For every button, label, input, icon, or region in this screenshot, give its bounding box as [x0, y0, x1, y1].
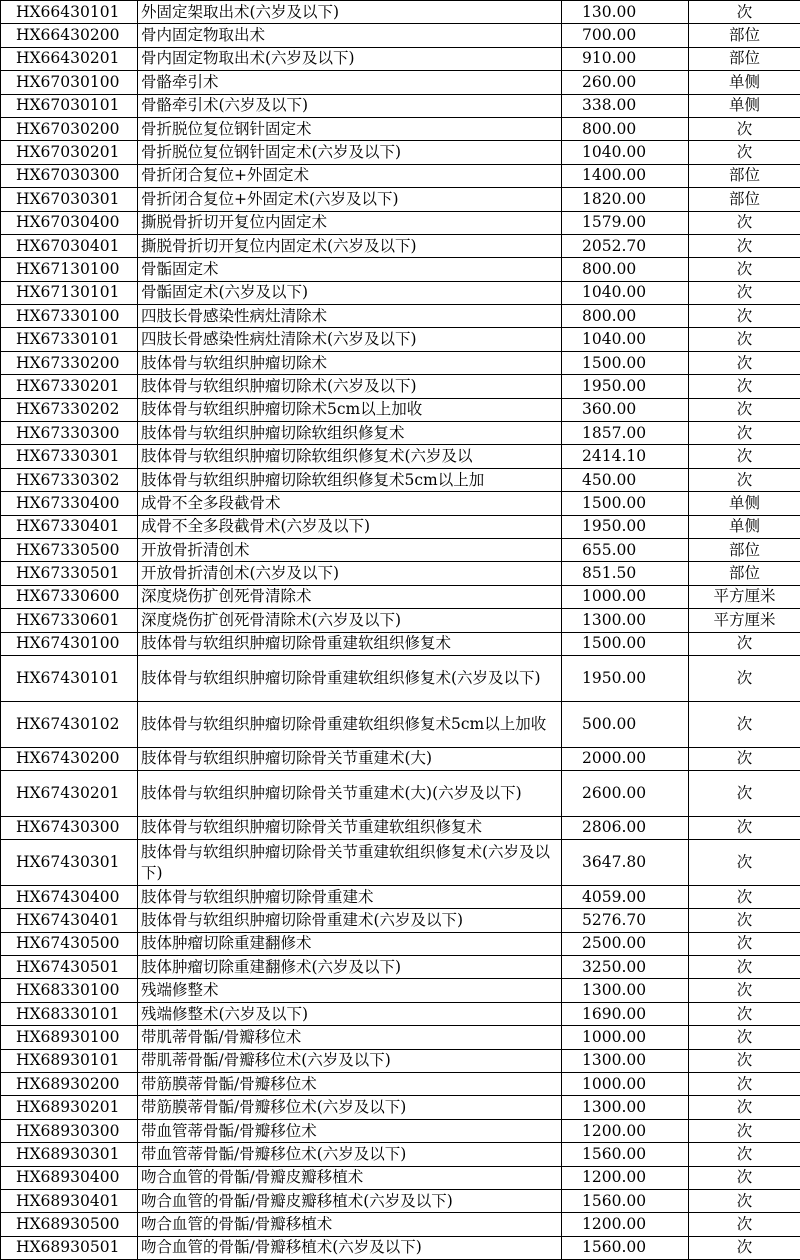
- item-unit-cell: 次: [689, 211, 800, 234]
- item-unit-cell: 次: [689, 956, 800, 979]
- table-row: [1, 979, 800, 1002]
- item-unit-cell: 次: [689, 1143, 800, 1166]
- item-unit-cell: 部位: [689, 562, 800, 585]
- item-price-cell: 2806.00: [562, 816, 689, 839]
- item-name-cell: 肢体骨与软组织肿瘤切除骨重建术(六岁及以下): [138, 909, 562, 932]
- item-code-cell: HX67030201: [1, 141, 138, 164]
- table-row: [1, 445, 800, 468]
- item-code-cell: HX67430401: [1, 909, 138, 932]
- item-name-cell: 肢体骨与软组织肿瘤切除术(六岁及以下): [138, 375, 562, 398]
- table-row: [1, 1073, 800, 1096]
- item-name-cell: 骨内固定物取出术(六岁及以下): [138, 47, 562, 70]
- item-code-cell: HX67430500: [1, 932, 138, 955]
- item-price-cell: 1500.00: [562, 351, 689, 374]
- item-unit-cell: 次: [689, 1166, 800, 1189]
- item-code-cell: HX68930201: [1, 1096, 138, 1119]
- item-price-cell: 1950.00: [562, 655, 689, 701]
- item-unit-cell: 次: [689, 281, 800, 304]
- item-price-cell: 1560.00: [562, 1236, 689, 1259]
- item-name-cell: 带筋膜蒂骨骺/骨瓣移位术: [138, 1073, 562, 1096]
- table-row: [1, 932, 800, 955]
- item-price-cell: 3647.80: [562, 840, 689, 886]
- item-code-cell: HX67430101: [1, 655, 138, 701]
- table-row: [1, 1119, 800, 1142]
- item-unit-cell: 次: [689, 932, 800, 955]
- item-unit-cell: 次: [689, 747, 800, 770]
- table-row: [1, 94, 800, 117]
- item-unit-cell: 次: [689, 1119, 800, 1142]
- table-row: [1, 375, 800, 398]
- item-price-cell: 1040.00: [562, 281, 689, 304]
- item-code-cell: HX66430201: [1, 47, 138, 70]
- item-unit-cell: 次: [689, 398, 800, 421]
- item-price-cell: 1300.00: [562, 609, 689, 632]
- table-row: [1, 1213, 800, 1236]
- item-price-cell: 700.00: [562, 24, 689, 47]
- item-code-cell: HX67330101: [1, 328, 138, 351]
- item-name-cell: 肢体骨与软组织肿瘤切除骨重建软组织修复术(六岁及以下): [138, 655, 562, 701]
- item-name-cell: 肢体骨与软组织肿瘤切除术: [138, 351, 562, 374]
- table-row: [1, 398, 800, 421]
- item-price-cell: 1200.00: [562, 1213, 689, 1236]
- item-code-cell: HX67030200: [1, 117, 138, 140]
- table-row: [1, 492, 800, 515]
- table-row: [1, 655, 800, 701]
- item-code-cell: HX67330601: [1, 609, 138, 632]
- item-name-cell: 带血管蒂骨骺/骨瓣移位术(六岁及以下): [138, 1143, 562, 1166]
- item-name-cell: 吻合血管的骨骺/骨瓣移植术: [138, 1213, 562, 1236]
- table-row: [1, 1166, 800, 1189]
- item-name-cell: 肢体骨与软组织肿瘤切除骨重建软组织修复术5cm以上加收: [138, 701, 562, 747]
- item-code-cell: HX67430200: [1, 747, 138, 770]
- item-unit-cell: 次: [689, 1236, 800, 1259]
- item-name-cell: 肢体骨与软组织肿瘤切除骨关节重建术(大): [138, 747, 562, 770]
- item-name-cell: 骨折脱位复位钢针固定术: [138, 117, 562, 140]
- item-price-cell: 1300.00: [562, 1049, 689, 1072]
- item-price-cell: 2600.00: [562, 770, 689, 816]
- table-row: [1, 258, 800, 281]
- table-row: [1, 1143, 800, 1166]
- table-row: [1, 1002, 800, 1025]
- item-name-cell: 肢体骨与软组织肿瘤切除骨关节重建软组织修复术: [138, 816, 562, 839]
- item-code-cell: HX67330401: [1, 515, 138, 538]
- item-name-cell: 吻合血管的骨骺/骨瓣皮瓣移植术(六岁及以下): [138, 1189, 562, 1212]
- item-unit-cell: 平方厘米: [689, 585, 800, 608]
- item-price-cell: 2052.70: [562, 234, 689, 257]
- table-row: [1, 468, 800, 491]
- item-unit-cell: 次: [689, 1096, 800, 1119]
- item-unit-cell: 次: [689, 117, 800, 140]
- item-name-cell: 吻合血管的骨骺/骨瓣皮瓣移植术: [138, 1166, 562, 1189]
- item-unit-cell: 单侧: [689, 515, 800, 538]
- item-unit-cell: 次: [689, 979, 800, 1002]
- item-unit-cell: 部位: [689, 188, 800, 211]
- item-unit-cell: 次: [689, 328, 800, 351]
- item-unit-cell: 次: [689, 885, 800, 908]
- item-unit-cell: 次: [689, 468, 800, 491]
- item-unit-cell: 单侧: [689, 94, 800, 117]
- item-code-cell: HX67330100: [1, 305, 138, 328]
- item-name-cell: 带肌蒂骨骺/骨瓣移位术(六岁及以下): [138, 1049, 562, 1072]
- table-row: [1, 609, 800, 632]
- item-unit-cell: 次: [689, 351, 800, 374]
- item-code-cell: HX68330101: [1, 1002, 138, 1025]
- item-price-cell: 1000.00: [562, 1026, 689, 1049]
- item-name-cell: 肢体骨与软组织肿瘤切除骨重建软组织修复术: [138, 632, 562, 655]
- item-price-cell: 1579.00: [562, 211, 689, 234]
- table-row: [1, 328, 800, 351]
- table-row: [1, 885, 800, 908]
- item-price-cell: 338.00: [562, 94, 689, 117]
- table-row: [1, 538, 800, 561]
- item-name-cell: 开放骨折清创术: [138, 538, 562, 561]
- item-name-cell: 吻合血管的骨骺/骨瓣移植术(六岁及以下): [138, 1236, 562, 1259]
- item-code-cell: HX68930101: [1, 1049, 138, 1072]
- item-unit-cell: 单侧: [689, 71, 800, 94]
- item-name-cell: 外固定架取出术(六岁及以下): [138, 1, 562, 24]
- table-row: [1, 47, 800, 70]
- item-unit-cell: 部位: [689, 164, 800, 187]
- item-code-cell: HX67330200: [1, 351, 138, 374]
- table-row: [1, 351, 800, 374]
- item-code-cell: HX67130100: [1, 258, 138, 281]
- item-name-cell: 带血管蒂骨骺/骨瓣移位术: [138, 1119, 562, 1142]
- table-row: [1, 234, 800, 257]
- item-unit-cell: 次: [689, 234, 800, 257]
- item-price-cell: 800.00: [562, 305, 689, 328]
- item-code-cell: HX68930400: [1, 1166, 138, 1189]
- item-name-cell: 带肌蒂骨骺/骨瓣移位术: [138, 1026, 562, 1049]
- table-row: [1, 422, 800, 445]
- item-code-cell: HX67030101: [1, 94, 138, 117]
- item-code-cell: HX68930500: [1, 1213, 138, 1236]
- item-code-cell: HX67030301: [1, 188, 138, 211]
- item-code-cell: HX67430100: [1, 632, 138, 655]
- item-unit-cell: 次: [689, 445, 800, 468]
- table-row: [1, 1096, 800, 1119]
- item-code-cell: HX67030400: [1, 211, 138, 234]
- table-row: [1, 71, 800, 94]
- item-unit-cell: 部位: [689, 538, 800, 561]
- item-unit-cell: 部位: [689, 47, 800, 70]
- item-name-cell: 深度烧伤扩创死骨清除术(六岁及以下): [138, 609, 562, 632]
- item-price-cell: 500.00: [562, 701, 689, 747]
- item-price-cell: 1200.00: [562, 1166, 689, 1189]
- item-price-cell: 1500.00: [562, 492, 689, 515]
- item-code-cell: HX67430102: [1, 701, 138, 747]
- item-name-cell: 四肢长骨感染性病灶清除术(六岁及以下): [138, 328, 562, 351]
- item-code-cell: HX66430200: [1, 24, 138, 47]
- item-name-cell: 成骨不全多段截骨术(六岁及以下): [138, 515, 562, 538]
- item-code-cell: HX68930100: [1, 1026, 138, 1049]
- item-price-cell: 260.00: [562, 71, 689, 94]
- item-code-cell: HX66430101: [1, 1, 138, 24]
- item-name-cell: 骨骺固定术(六岁及以下): [138, 281, 562, 304]
- item-code-cell: HX67130101: [1, 281, 138, 304]
- table-row: [1, 515, 800, 538]
- item-name-cell: 残端修整术: [138, 979, 562, 1002]
- item-price-cell: 1400.00: [562, 164, 689, 187]
- table-row: [1, 840, 800, 886]
- item-name-cell: 肢体骨与软组织肿瘤切除软组织修复术5cm以上加: [138, 468, 562, 491]
- item-unit-cell: 次: [689, 422, 800, 445]
- table-row: [1, 24, 800, 47]
- table-row: [1, 562, 800, 585]
- item-code-cell: HX67030401: [1, 234, 138, 257]
- item-code-cell: HX67030300: [1, 164, 138, 187]
- item-name-cell: 开放骨折清创术(六岁及以下): [138, 562, 562, 585]
- table-row: [1, 1, 800, 24]
- item-code-cell: HX67430400: [1, 885, 138, 908]
- item-name-cell: 肢体骨与软组织肿瘤切除骨重建术: [138, 885, 562, 908]
- item-name-cell: 四肢长骨感染性病灶清除术: [138, 305, 562, 328]
- item-code-cell: HX67330202: [1, 398, 138, 421]
- item-unit-cell: 次: [689, 1002, 800, 1025]
- item-name-cell: 骨折闭合复位+外固定术(六岁及以下): [138, 188, 562, 211]
- table-row: [1, 909, 800, 932]
- item-unit-cell: 次: [689, 1213, 800, 1236]
- item-name-cell: 撕脱骨折切开复位内固定术: [138, 211, 562, 234]
- table-row: [1, 770, 800, 816]
- item-price-cell: 1560.00: [562, 1143, 689, 1166]
- item-code-cell: HX67330300: [1, 422, 138, 445]
- item-price-cell: 1300.00: [562, 979, 689, 1002]
- item-price-cell: 1560.00: [562, 1189, 689, 1212]
- item-name-cell: 骨骼牵引术(六岁及以下): [138, 94, 562, 117]
- item-unit-cell: 次: [689, 840, 800, 886]
- item-name-cell: 残端修整术(六岁及以下): [138, 1002, 562, 1025]
- item-price-cell: 2000.00: [562, 747, 689, 770]
- item-price-cell: 2414.10: [562, 445, 689, 468]
- item-price-cell: 130.00: [562, 1, 689, 24]
- item-unit-cell: 次: [689, 141, 800, 164]
- item-price-cell: 360.00: [562, 398, 689, 421]
- item-price-cell: 1820.00: [562, 188, 689, 211]
- table-row: [1, 305, 800, 328]
- table-row: [1, 1189, 800, 1212]
- item-unit-cell: 次: [689, 1, 800, 24]
- table-row: [1, 117, 800, 140]
- item-unit-cell: 次: [689, 375, 800, 398]
- item-unit-cell: 次: [689, 816, 800, 839]
- item-code-cell: HX67330201: [1, 375, 138, 398]
- item-code-cell: HX68930501: [1, 1236, 138, 1259]
- table-row: [1, 1026, 800, 1049]
- table-row: [1, 701, 800, 747]
- item-unit-cell: 次: [689, 1189, 800, 1212]
- table-row: [1, 816, 800, 839]
- item-unit-cell: 次: [689, 701, 800, 747]
- table-row: [1, 956, 800, 979]
- item-unit-cell: 次: [689, 305, 800, 328]
- item-price-cell: 1950.00: [562, 375, 689, 398]
- item-name-cell: 撕脱骨折切开复位内固定术(六岁及以下): [138, 234, 562, 257]
- item-price-cell: 1500.00: [562, 632, 689, 655]
- item-code-cell: HX67430300: [1, 816, 138, 839]
- item-name-cell: 肢体骨与软组织肿瘤切除软组织修复术(六岁及以: [138, 445, 562, 468]
- item-price-cell: 1950.00: [562, 515, 689, 538]
- item-unit-cell: 次: [689, 1026, 800, 1049]
- item-price-cell: 1000.00: [562, 1073, 689, 1096]
- item-code-cell: HX67430501: [1, 956, 138, 979]
- table-row: [1, 141, 800, 164]
- item-code-cell: HX68930300: [1, 1119, 138, 1142]
- item-code-cell: HX67330400: [1, 492, 138, 515]
- item-price-cell: 1040.00: [562, 141, 689, 164]
- table-row: [1, 585, 800, 608]
- item-price-cell: 851.50: [562, 562, 689, 585]
- item-price-cell: 800.00: [562, 117, 689, 140]
- table-row: [1, 281, 800, 304]
- item-name-cell: 深度烧伤扩创死骨清除术: [138, 585, 562, 608]
- item-name-cell: 骨折闭合复位+外固定术: [138, 164, 562, 187]
- item-price-cell: 1300.00: [562, 1096, 689, 1119]
- item-unit-cell: 平方厘米: [689, 609, 800, 632]
- item-name-cell: 带筋膜蒂骨骺/骨瓣移位术(六岁及以下): [138, 1096, 562, 1119]
- item-name-cell: 骨折脱位复位钢针固定术(六岁及以下): [138, 141, 562, 164]
- item-code-cell: HX67330501: [1, 562, 138, 585]
- item-unit-cell: 次: [689, 655, 800, 701]
- item-unit-cell: 次: [689, 258, 800, 281]
- item-code-cell: HX67330301: [1, 445, 138, 468]
- item-name-cell: 骨骺固定术: [138, 258, 562, 281]
- item-code-cell: HX67430201: [1, 770, 138, 816]
- item-price-cell: 4059.00: [562, 885, 689, 908]
- item-price-cell: 3250.00: [562, 956, 689, 979]
- item-unit-cell: 部位: [689, 24, 800, 47]
- item-name-cell: 骨内固定物取出术: [138, 24, 562, 47]
- item-name-cell: 骨骼牵引术: [138, 71, 562, 94]
- item-code-cell: HX67330500: [1, 538, 138, 561]
- item-unit-cell: 次: [689, 770, 800, 816]
- item-name-cell: 肢体骨与软组织肿瘤切除软组织修复术: [138, 422, 562, 445]
- table-row: [1, 1236, 800, 1259]
- item-price-cell: 1040.00: [562, 328, 689, 351]
- table-row: [1, 164, 800, 187]
- table-row: [1, 747, 800, 770]
- item-code-cell: HX68330100: [1, 979, 138, 1002]
- item-price-cell: 2500.00: [562, 932, 689, 955]
- item-name-cell: 肢体骨与软组织肿瘤切除骨关节重建软组织修复术(六岁及以下): [138, 840, 562, 886]
- item-code-cell: HX67430301: [1, 840, 138, 886]
- table-row: [1, 211, 800, 234]
- item-code-cell: HX68930301: [1, 1143, 138, 1166]
- item-unit-cell: 次: [689, 1073, 800, 1096]
- item-price-cell: 1200.00: [562, 1119, 689, 1142]
- item-name-cell: 肢体骨与软组织肿瘤切除骨关节重建术(大)(六岁及以下): [138, 770, 562, 816]
- fee-table-body: [1, 1, 800, 1260]
- item-code-cell: HX67330302: [1, 468, 138, 491]
- item-code-cell: HX68930200: [1, 1073, 138, 1096]
- item-name-cell: 成骨不全多段截骨术: [138, 492, 562, 515]
- item-name-cell: 肢体肿瘤切除重建翻修术: [138, 932, 562, 955]
- table-row: [1, 188, 800, 211]
- item-price-cell: 450.00: [562, 468, 689, 491]
- item-price-cell: 800.00: [562, 258, 689, 281]
- item-code-cell: HX67030100: [1, 71, 138, 94]
- table-row: [1, 1049, 800, 1072]
- table-row: [1, 632, 800, 655]
- item-price-cell: 655.00: [562, 538, 689, 561]
- item-unit-cell: 次: [689, 632, 800, 655]
- item-unit-cell: 单侧: [689, 492, 800, 515]
- item-price-cell: 910.00: [562, 47, 689, 70]
- item-unit-cell: 次: [689, 1049, 800, 1072]
- item-name-cell: 肢体骨与软组织肿瘤切除术5cm以上加收: [138, 398, 562, 421]
- item-code-cell: HX67330600: [1, 585, 138, 608]
- item-price-cell: 1690.00: [562, 1002, 689, 1025]
- item-price-cell: 1000.00: [562, 585, 689, 608]
- item-name-cell: 肢体肿瘤切除重建翻修术(六岁及以下): [138, 956, 562, 979]
- item-price-cell: 5276.70: [562, 909, 689, 932]
- item-unit-cell: 次: [689, 909, 800, 932]
- item-code-cell: HX68930401: [1, 1189, 138, 1212]
- item-price-cell: 1857.00: [562, 422, 689, 445]
